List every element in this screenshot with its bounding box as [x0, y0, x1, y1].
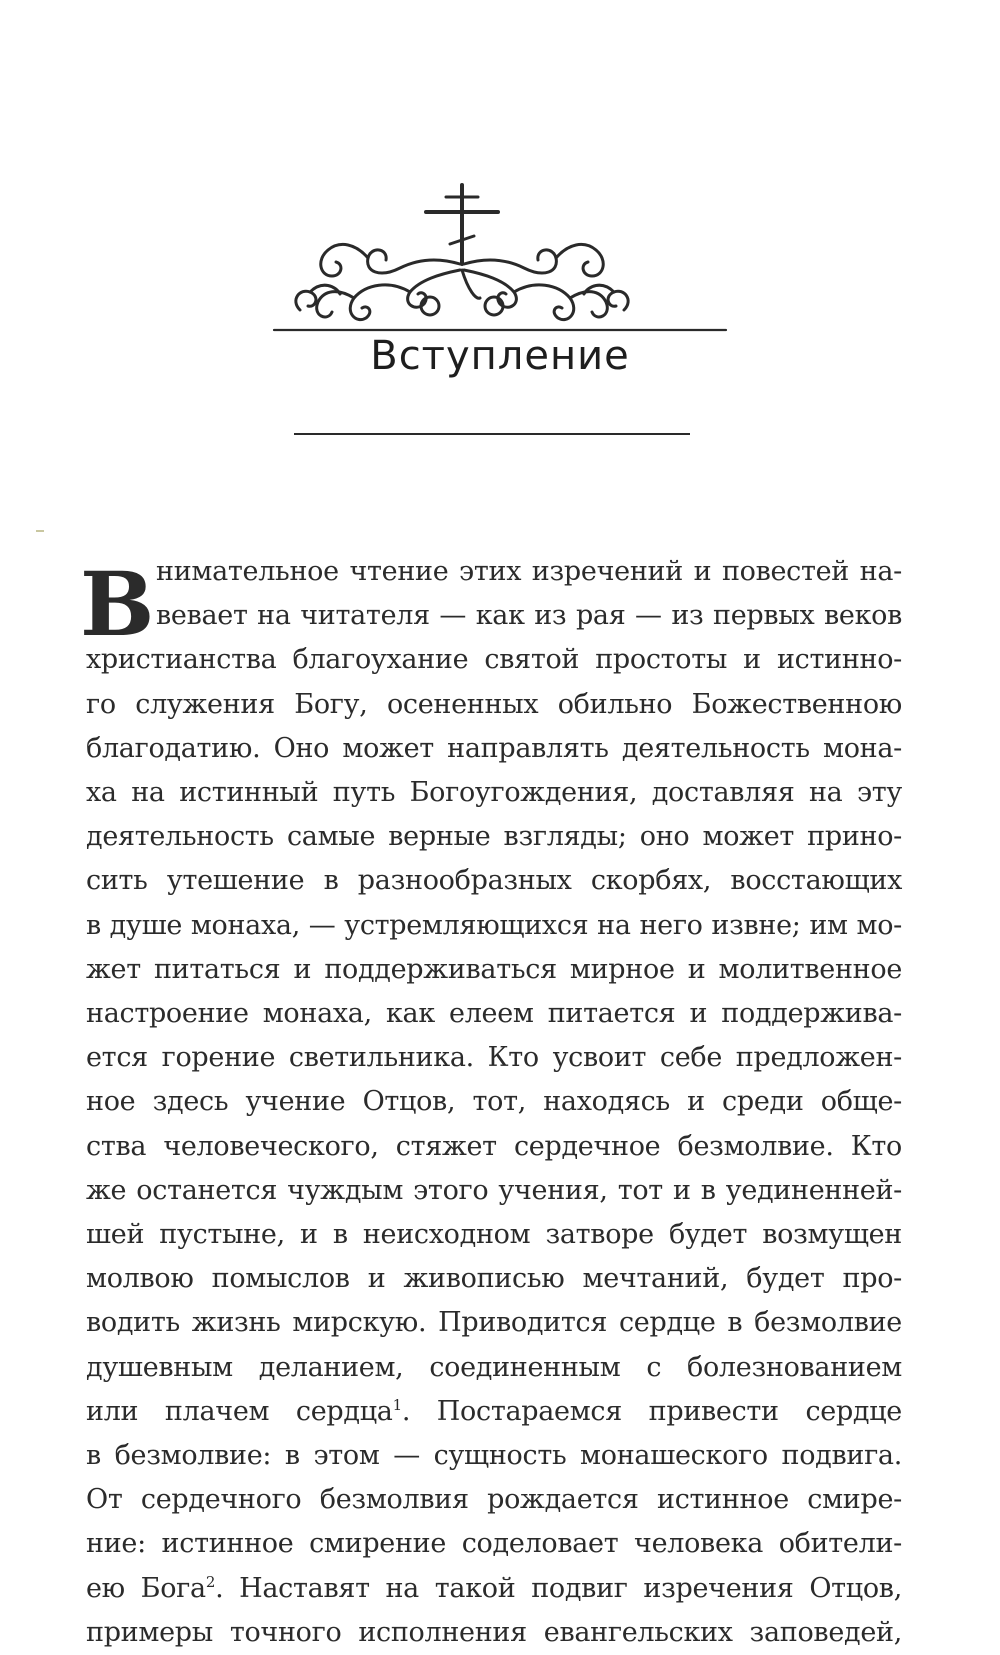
title-divider [294, 433, 690, 435]
text-line-with-footnote [86, 1390, 902, 1434]
text-segment: . [215, 1572, 224, 1604]
text-line: ное здесь учение Отцов, тот, находясь и среди обще- [86, 1086, 902, 1118]
footnote-marker[interactable]: 1 [392, 1395, 402, 1414]
page-speck [36, 530, 44, 532]
text-line: го служения Богу, осененных обильно Божественною [86, 688, 902, 720]
drop-cap: В [80, 552, 155, 656]
text-segment: ею Бога [86, 1572, 206, 1604]
text-segment: . [401, 1395, 411, 1427]
text-line: сить утешение в разнообразных скорбях, восстающих [86, 865, 902, 897]
text-line: настроение монаха, как елеем питается и поддержива- [86, 998, 902, 1030]
text-line: примеры точного исполнения евангельских заповедей, [86, 1616, 902, 1648]
text-line: благодатию. Оно может направлять деятельность мона- [86, 732, 902, 764]
text-line: водить жизнь мирскую. Приводится сердце в безмолвие [86, 1307, 902, 1339]
chapter-title: Вступление [370, 333, 630, 379]
footnote-marker[interactable]: 2 [205, 1572, 216, 1591]
text-line: шей пустыне, и в неисходном затворе будет возмущен [86, 1219, 902, 1251]
text-line: ние: истинное смирение соделовает человека обители- [86, 1528, 902, 1560]
text-segment: или плачем сердца [86, 1395, 393, 1427]
text-line: же останется чуждым этого учения, тот и в уединенней- [86, 1174, 902, 1206]
text-line: душевным деланием, соединенным с болезнованием [86, 1351, 902, 1383]
text-line: нимательное чтение этих изречений и повестей на- [156, 556, 902, 587]
text-line: вевает на читателя — как из рая — из первых веков [156, 600, 902, 632]
text-line: ется горение светильника. Кто усвоит себе предложен- [86, 1042, 902, 1074]
text-line: От сердечного безмолвия рождается истинное смире- [86, 1484, 902, 1516]
text-line: ха на истинный путь Богоугождения, доставляя на эту [86, 777, 902, 809]
text-line: деятельность самые верные взгляды; оно может прино- [86, 821, 902, 853]
text-line: в душе монаха, — устремляющихся на него извне; им мо- [86, 909, 902, 941]
text-segment: Наставят на такой подвиг изречения Отцов, [223, 1572, 902, 1604]
text-segment: Постараемся привести сердце [410, 1395, 902, 1427]
text-line: ства человеческого, стяжет сердечное безмолвие. Кто [86, 1130, 902, 1162]
text-line: молвою помыслов и живописью мечтаний, будет про- [86, 1263, 902, 1295]
text-line: жет питаться и поддерживаться мирное и молитвенное [86, 953, 902, 985]
cross-ornament-icon [270, 180, 730, 345]
text-line: христианства благоухание святой простоты и истинно- [86, 644, 902, 676]
text-line: в безмолвие: в этом — сущность монашеского подвига. [86, 1440, 902, 1472]
body-paragraph [86, 550, 902, 1655]
text-line-with-footnote [86, 1567, 902, 1611]
